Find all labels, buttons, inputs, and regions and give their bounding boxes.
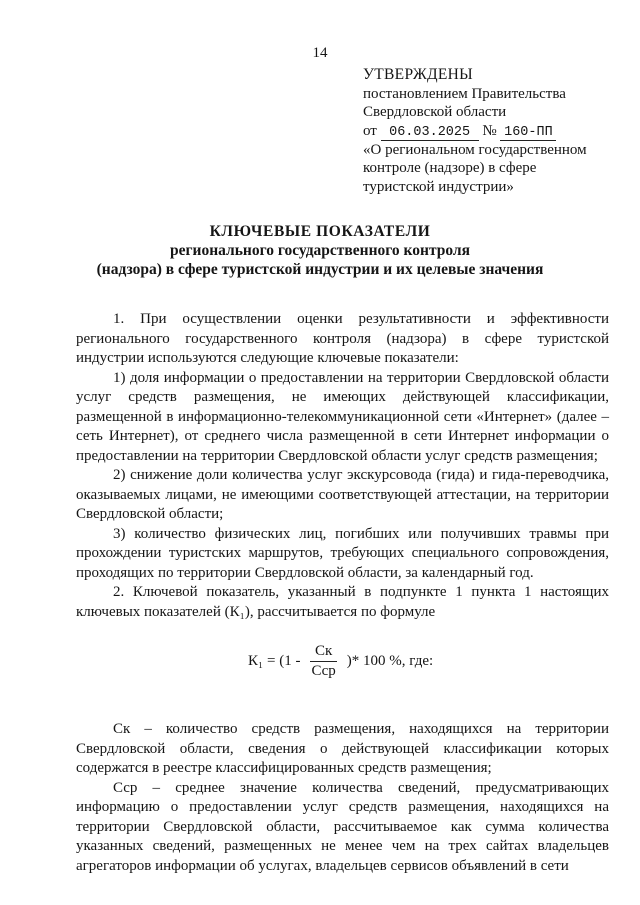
title-line-2: регионального государственного контроля (169, 242, 471, 259)
approval-stamp (363, 66, 633, 197)
formula-denominator: Сср (311, 662, 336, 679)
approval-date: 06.03.2025 (381, 125, 479, 141)
formula-fraction (306, 643, 340, 680)
approval-doc-line-3: туристской индустрии» (363, 178, 514, 195)
number-sign: № (482, 122, 497, 139)
formula-lhs: К₁ = (1 - (248, 652, 301, 669)
paragraph: 2. Ключевой показатель, указанный в подпункте 1 пункта 1 настоящих ключевых показателей (К₁), рассчитывается по формуле (76, 584, 609, 620)
document-title (0, 222, 640, 279)
approval-heading: УТВЕРЖДЕНЫ (363, 66, 473, 83)
title-line-3: (надзора) в сфере туристской индустрии и их целевые значения (96, 261, 544, 278)
approval-number: 160-ПП (500, 125, 556, 141)
approval-doc-line-1: «О региональном государственном (363, 141, 587, 158)
definition-paragraph: Ск – количество средств размещения, находящихся на территории Свердловской области, сведения о действующей классификации которых содержатся в реестре классифицированных средств размещения; (76, 721, 609, 776)
formula (248, 640, 433, 682)
paragraph: 1. При осуществлении оценки результативности и эффективности регионального государственного контроля (надзора) в сфере туристской индустрии используются следующие ключевые показатели: (76, 311, 609, 366)
paragraph: 1) доля информации о предоставлении на территории Свердловской области услуг средств размещения, не имеющих действующей классификации, размещенной в информационно-телекоммуникационной сети «Интернет» (далее – сеть Интернет), от среднего числа размещенной в сети Интернет информации о предоставлении на территории Свердловской области услуг средств размещения; (76, 369, 609, 464)
definition-paragraph: Сср – среднее значение количества сведений, предусматривающих информацию о предоставлении услуг средств размещения, находящихся на территории Свердловской области, рассчитываемое как сумма количества указанных сведений, размещенных не менее чем на трех сайтах владельцев агрегаторов информации об услугах, владельцев сервисов объявлений в сети (76, 779, 609, 874)
formula-numerator: Ск (310, 643, 337, 662)
approval-date-line (363, 122, 633, 141)
approval-line-1: постановлением Правительства (363, 85, 566, 102)
paragraph: 2) снижение доли количества услуг экскурсовода (гида) и гида-переводчика, оказываемых лицами, не имеющими соответствующей аттестации, на территории Свердловской области; (76, 467, 609, 522)
paragraph: 3) количество физических лиц, погибших или получивших травмы при прохождении туристских маршрутов, требующих специального сопровождения, проходящих по территории Свердловской области, за календарный год. (76, 525, 609, 581)
date-prefix: от (363, 122, 377, 139)
definitions-section (76, 720, 609, 876)
body-section (76, 310, 609, 622)
approval-doc-line-2: контроле (надзоре) в сфере (363, 160, 537, 177)
page-number: 14 (312, 45, 328, 61)
formula-rhs: )* 100 %, где: (346, 652, 434, 669)
title-line-1: КЛЮЧЕВЫЕ ПОКАЗАТЕЛИ (209, 223, 431, 240)
approval-line-2: Свердловской области (363, 104, 507, 121)
